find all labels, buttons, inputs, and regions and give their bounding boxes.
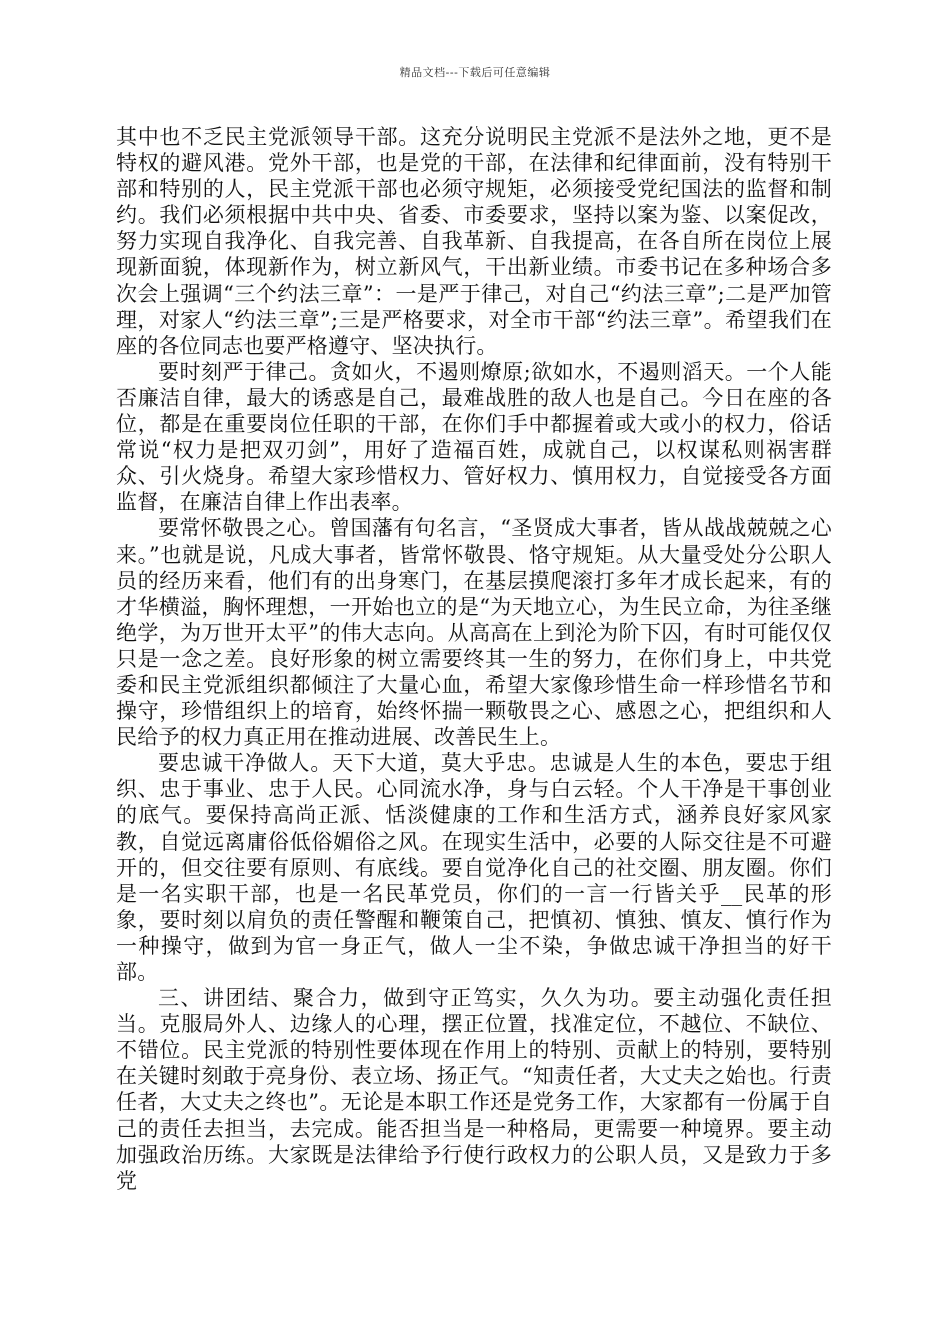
page-header-note: 精品文档---下载后可任意编辑 [399,66,551,79]
paragraph-3: 要常怀敬畏之心。曾国藩有句名言，“圣贤成大事者，皆从战战兢兢之心来。”也就是说，凡成大事者，皆常怀敬畏、恪守规矩。从大量受处分公职人员的经历来看，他们有的出身寒门，在基层摸爬滚打多年才成长起来，有的才华横溢，胸怀理想，一开始也立的是“为天地立心，为生民立命，为往圣继绝学，为万世开太平”的伟大志向。从高高在上到沦为阶下囚，有时可能仅仅只是一念之差。良好形象的树立需要终其一生的努力，在你们身上，中共党委和民主党派组织都倾注了大量心血，希望大家像珍惜生命一样珍惜名节和操守，珍惜组织上的培育，始终怀揣一颗敬畏之心、感恩之心，把组织和人民给予的权力真正用在推动进展、改善民生上。 [116,516,832,750]
paragraph-5: 三、讲团结、聚合力，做到守正笃实，久久为功。要主动强化责任担当。克服局外人、边缘人的心理，摆正位置，找准定位，不越位、不缺位、不错位。民主党派的特别性要体现在作用上的特别、贡献上的特别，要特别在关键时刻敢于亮身份、表立场、扬正气。“知责任者，大丈夫之始也。行责任者，大丈夫之终也”。无论是本职工作还是党务工作，大家都有一份属于自己的责任去担当，去完成。能否担当是一种格局，更需要一种境界。要主动加强政治历练。大家既是法律给予行使行政权力的公职人员，又是致力于多党 [116,986,832,1193]
paragraph-4: 要忠诚干净做人。天下大道，莫大乎忠。忠诚是人生的本色，要忠于组织、忠于事业、忠于人民。心同流水净，身与白云轻。个人干净是干事创业的底气。要保持高尚正派、恬淡健康的工作和生活方式，涵养良好家风家教，自觉远离庸俗低俗媚俗之风。在现实生活中，必要的人际交往是不可避开的，但交往要有原则、有底线。要自觉净化自己的社交圈、朋友圈。你们是一名实职干部，也是一名民革党员，你们的一言一行皆关乎__民革的形象，要时刻以肩负的责任警醒和鞭策自己，把慎初、慎独、慎友、慎行作为一种操守，做到为官一身正气，做人一尘不染，争做忠诚干净担当的好干部。 [116,751,832,984]
paragraph-2: 要时刻严于律己。贪如火，不遏则燎原;欲如水，不遏则滔天。一个人能否廉洁自律，最大的诱惑是自己，最难战胜的敌人也是自己。今日在座的各位，都是在重要岗位任职的干部，在你们手中都握着或大或小的权力，俗话常说“权力是把双刃剑”，用好了造福百姓，成就自己，以权谋私则祸害群众、引火烧身。希望大家珍惜权力、管好权力、慎用权力，自觉接受各方面监督，在廉洁自律上作出表率。 [116,359,832,515]
document-body [116,124,832,1194]
paragraph-1: 其中也不乏民主党派领导干部。这充分说明民主党派不是法外之地，更不是特权的避风港。党外干部，也是党的干部，在法律和纪律面前，没有特别干部和特别的人，民主党派干部也必须守规矩，必须接受党纪国法的监督和制约。我们必须根据中共中央、省委、市委要求，坚持以案为鉴、以案促改，努力实现自我净化、自我完善、自我革新、自我提高，在各自所在岗位上展现新面貌，体现新作为，树立新风气，干出新业绩。市委书记在多种场合多次会上强调“三个约法三章”：一是严于律己，对自己“约法三章”;二是严加管理，对家人“约法三章”;三是严格要求，对全市干部“约法三章”。希望我们在座的各位同志也要严格遵守、坚决执行。 [116,125,832,358]
